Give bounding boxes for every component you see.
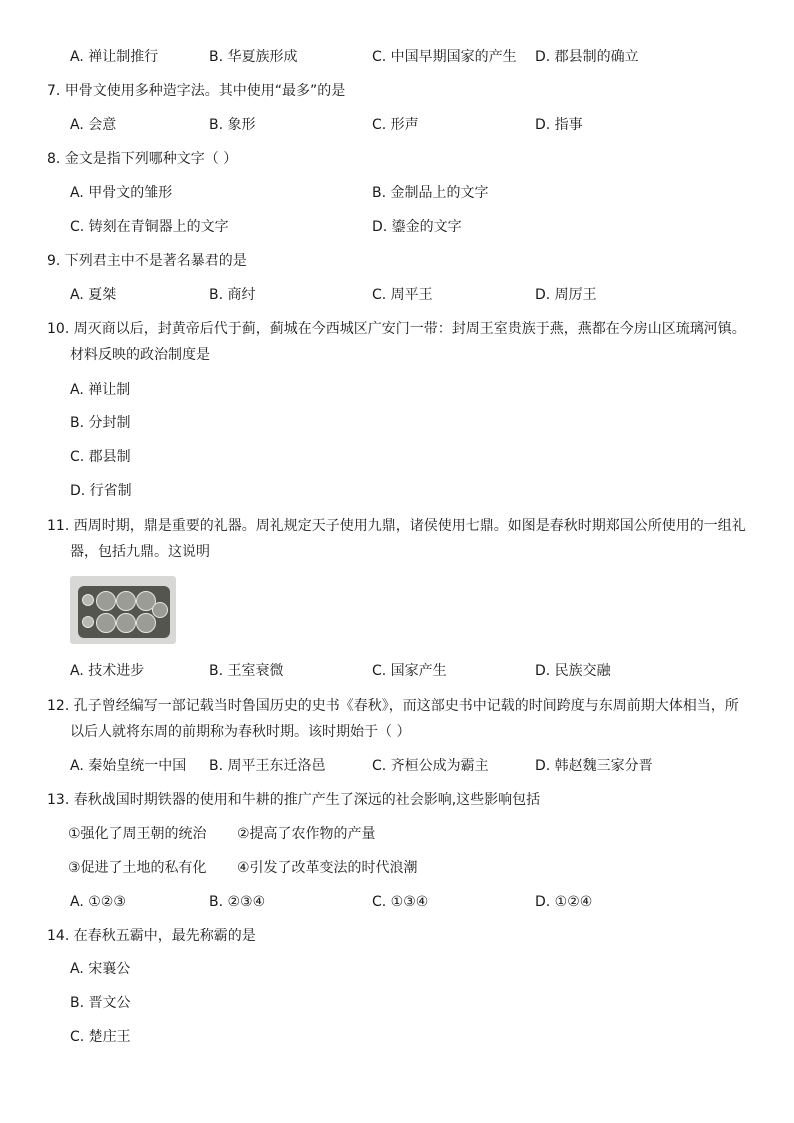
q9-option-d: D. 周厉王 — [535, 287, 597, 303]
q7-option-d: D. 指事 — [535, 117, 583, 133]
q7-option-b: B. 象形 — [209, 117, 256, 133]
q12-option-d: D. 韩赵魏三家分晋 — [535, 758, 653, 774]
q13-items-row-1 — [0, 823, 794, 845]
q11-stem-line-2: 器，包括九鼎。这说明 — [70, 544, 210, 560]
q11-option-b: B. 王室衰微 — [209, 663, 284, 679]
q13-item-3: ③促进了土地的私有化 — [68, 860, 207, 876]
small-vessel-icon — [82, 616, 94, 628]
ding-vessel-icon — [116, 613, 136, 633]
q7-option-c: C. 形声 — [372, 117, 419, 133]
q7-options-row — [0, 114, 794, 136]
q8-option-a: A. 甲骨文的雏形 — [70, 185, 173, 201]
q6-options-row — [0, 46, 794, 68]
q11-option-a: A. 技术进步 — [70, 663, 145, 679]
ding-vessel-icon — [136, 613, 156, 633]
q8-option-c: C. 铸刻在青铜器上的文字 — [70, 219, 229, 235]
q9-options-row — [0, 284, 794, 306]
q10-stem-line-2: 材料反映的政治制度是 — [70, 347, 210, 363]
q8-option-d: D. 鎏金的文字 — [372, 219, 462, 235]
ding-vessel-icon — [96, 613, 116, 633]
q13-option-c: C. ①③④ — [372, 894, 429, 910]
ding-vessel-icon — [116, 591, 136, 611]
q10-option-a: A. 禅让制 — [70, 382, 131, 398]
q10-stem-line-1: 10. 周灭商以后，封黄帝后代于蓟，蓟城在今西城区广安门一带：封周王室贵族于燕，燕都在今房山区琉璃河镇。 — [47, 321, 746, 337]
q11-option-d: D. 民族交融 — [535, 663, 611, 679]
q13-option-b: B. ②③④ — [209, 894, 266, 910]
q9-stem: 9. 下列君主中不是著名暴君的是 — [47, 253, 247, 269]
q11-stem-line-1: 11. 西周时期，鼎是重要的礼器。周礼规定天子使用九鼎，诸侯使用七鼎。如图是春秋时期郑国公所使用的一组礼 — [47, 518, 746, 534]
q9-option-c: C. 周平王 — [372, 287, 433, 303]
q13-item-1: ①强化了周王朝的统治 — [68, 826, 207, 842]
ding-vessels-photo — [70, 576, 176, 644]
q14-option-a: A. 宋襄公 — [70, 961, 131, 977]
q11-option-c: C. 国家产生 — [372, 663, 447, 679]
q12-stem-line-2: 以后人就将东周的前期称为春秋时期。该时期始于（ ） — [70, 724, 411, 740]
q14-option-c: C. 楚庄王 — [70, 1029, 131, 1045]
q10-option-c: C. 郡县制 — [70, 449, 131, 465]
small-vessel-icon — [82, 594, 94, 606]
q13-options-row — [0, 891, 794, 913]
q14-stem: 14. 在春秋五霸中，最先称霸的是 — [47, 928, 256, 944]
q12-stem-line-1: 12. 孔子曾经编写一部记载当时鲁国历史的史书《春秋》，而这部史书中记载的时间跨度与东周前期大体相当，所 — [47, 698, 739, 714]
q13-stem: 13. 春秋战国时期铁器的使用和牛耕的推广产生了深远的社会影响,这些影响包括 — [47, 792, 541, 808]
q11-options-row — [0, 660, 794, 682]
q14-option-b: B. 晋文公 — [70, 995, 131, 1011]
q9-option-a: A. 夏桀 — [70, 287, 117, 303]
q7-option-a: A. 会意 — [70, 117, 117, 133]
q12-options-row — [0, 755, 794, 777]
q13-item-4: ④引发了改革变法的时代浪潮 — [237, 860, 418, 876]
q13-option-a: A. ①②③ — [70, 894, 126, 910]
q7-stem: 7. 甲骨文使用多种造字法。其中使用“最多”的是 — [47, 83, 346, 99]
q8-option-b: B. 金制品上的文字 — [372, 185, 489, 201]
q8-stem: 8. 金文是指下列哪种文字（ ） — [47, 151, 238, 167]
q13-items-row-2 — [0, 857, 794, 879]
q12-option-b: B. 周平王东迁洛邑 — [209, 758, 326, 774]
q13-option-d: D. ①②④ — [535, 894, 593, 910]
q6-option-d: D. 郡县制的确立 — [535, 49, 639, 65]
q8-options-row-1 — [0, 182, 794, 204]
q8-options-row-2 — [0, 216, 794, 238]
ding-vessel-icon — [152, 602, 168, 618]
q13-item-2: ②提高了农作物的产量 — [237, 826, 376, 842]
q12-option-a: A. 秦始皇统一中国 — [70, 758, 187, 774]
q6-option-b: B. 华夏族形成 — [209, 49, 298, 65]
ding-tray — [78, 586, 170, 638]
q6-option-c: C. 中国早期国家的产生 — [372, 49, 517, 65]
q6-option-a: A. 禅让制推行 — [70, 49, 159, 65]
q10-option-d: D. 行省制 — [70, 483, 132, 499]
q10-option-b: B. 分封制 — [70, 415, 131, 431]
ding-vessel-icon — [96, 591, 116, 611]
q9-option-b: B. 商纣 — [209, 287, 256, 303]
q12-option-c: C. 齐桓公成为霸主 — [372, 758, 489, 774]
